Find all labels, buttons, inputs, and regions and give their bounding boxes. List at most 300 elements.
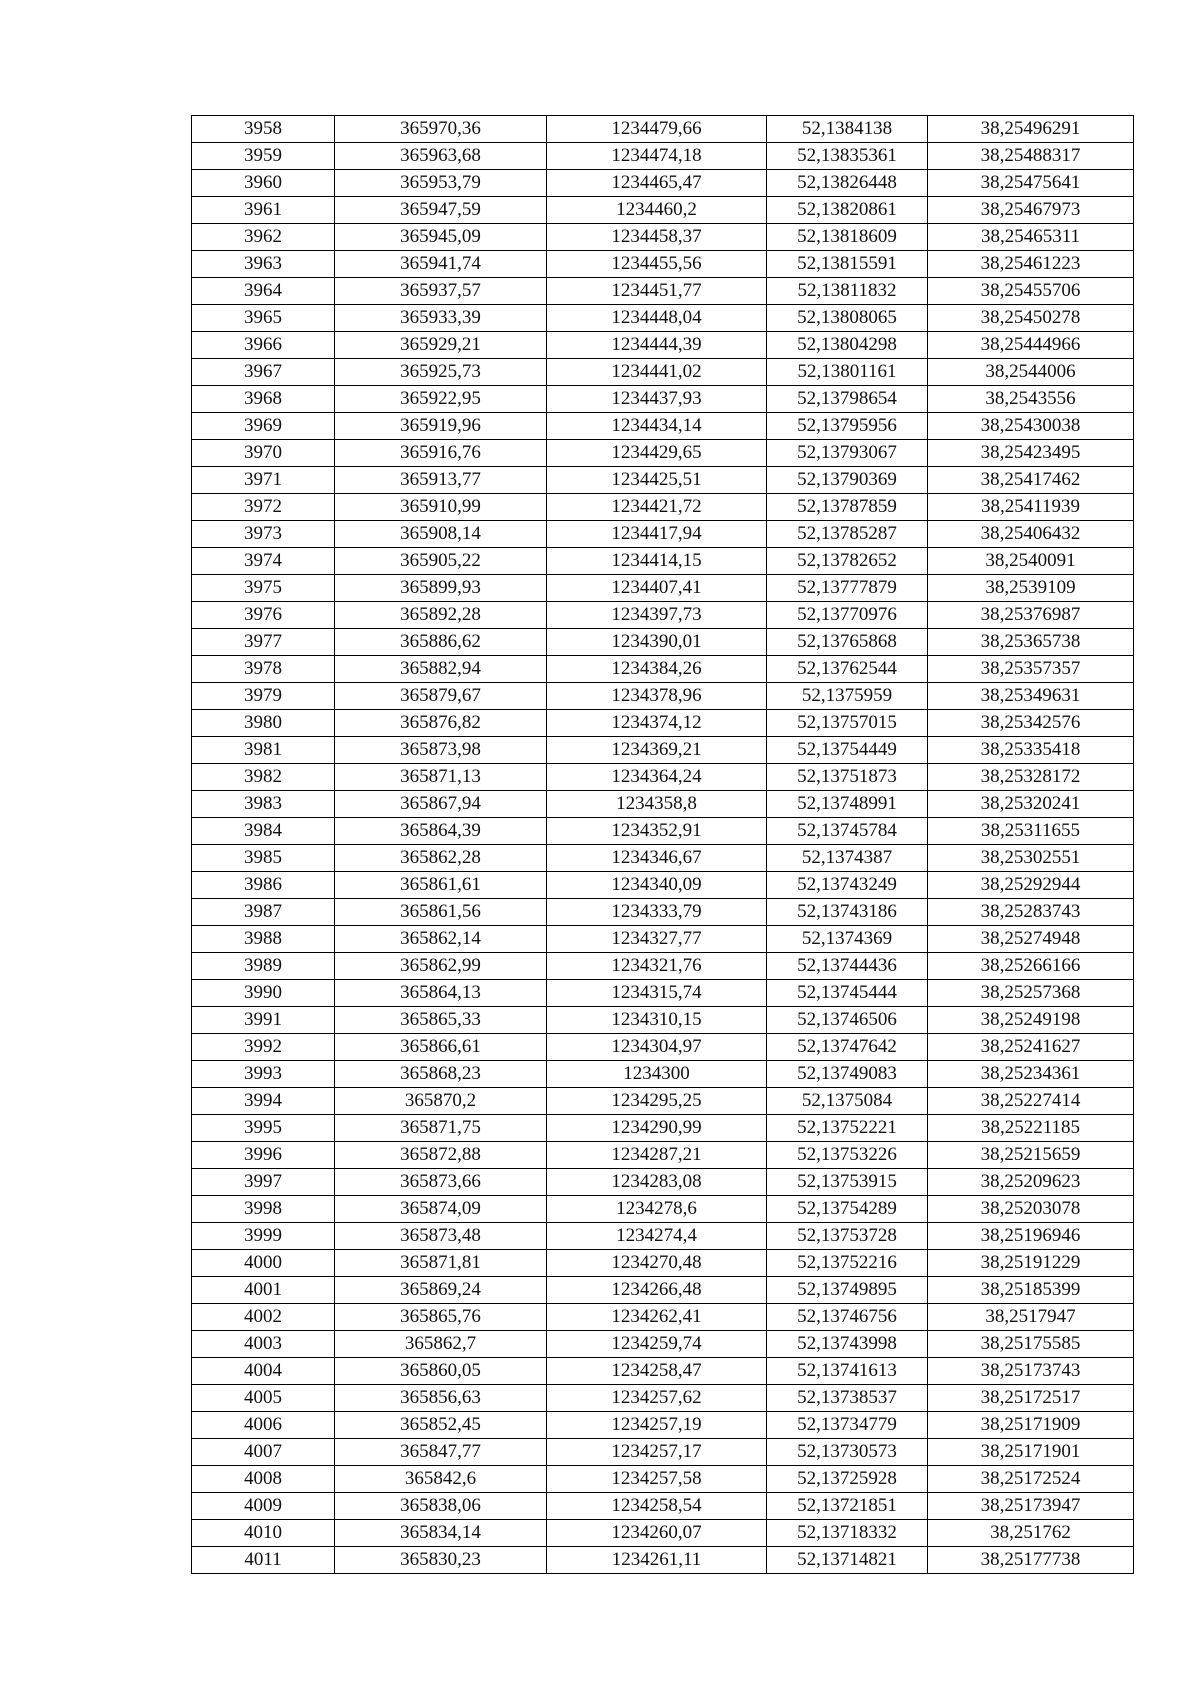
- table-row: [192, 467, 1134, 494]
- table-row: [192, 1277, 1134, 1304]
- y-coordinate-cell: 1234274,4: [547, 1223, 767, 1250]
- latitude-cell: 52,13835361: [767, 143, 928, 170]
- longitude-cell: 38,2543556: [928, 386, 1134, 413]
- latitude-cell: 52,13793067: [767, 440, 928, 467]
- point-number-cell: 4005: [192, 1385, 335, 1412]
- x-coordinate-cell: 365922,95: [335, 386, 547, 413]
- point-number-cell: 4008: [192, 1466, 335, 1493]
- latitude-cell: 52,13749083: [767, 1061, 928, 1088]
- y-coordinate-cell: 1234378,96: [547, 683, 767, 710]
- latitude-cell: 52,13815591: [767, 251, 928, 278]
- table-row: [192, 899, 1134, 926]
- longitude-cell: 38,25274948: [928, 926, 1134, 953]
- point-number-cell: 3989: [192, 953, 335, 980]
- point-number-cell: 3976: [192, 602, 335, 629]
- latitude-cell: 52,13746506: [767, 1007, 928, 1034]
- x-coordinate-cell: 365945,09: [335, 224, 547, 251]
- latitude-cell: 52,13801161: [767, 359, 928, 386]
- y-coordinate-cell: 1234369,21: [547, 737, 767, 764]
- x-coordinate-cell: 365862,99: [335, 953, 547, 980]
- y-coordinate-cell: 1234304,97: [547, 1034, 767, 1061]
- y-coordinate-cell: 1234300: [547, 1061, 767, 1088]
- y-coordinate-cell: 1234474,18: [547, 143, 767, 170]
- longitude-cell: 38,25173947: [928, 1493, 1134, 1520]
- point-number-cell: 3970: [192, 440, 335, 467]
- point-number-cell: 3969: [192, 413, 335, 440]
- longitude-cell: 38,25221185: [928, 1115, 1134, 1142]
- table-row: [192, 1088, 1134, 1115]
- longitude-cell: 38,25328172: [928, 764, 1134, 791]
- x-coordinate-cell: 365834,14: [335, 1520, 547, 1547]
- point-number-cell: 4007: [192, 1439, 335, 1466]
- x-coordinate-cell: 365830,23: [335, 1547, 547, 1574]
- latitude-cell: 52,13754289: [767, 1196, 928, 1223]
- table-row: [192, 224, 1134, 251]
- longitude-cell: 38,25209623: [928, 1169, 1134, 1196]
- latitude-cell: 52,13790369: [767, 467, 928, 494]
- longitude-cell: 38,25475641: [928, 170, 1134, 197]
- latitude-cell: 52,13752216: [767, 1250, 928, 1277]
- table-row: [192, 1520, 1134, 1547]
- latitude-cell: 52,13785287: [767, 521, 928, 548]
- latitude-cell: 52,13721851: [767, 1493, 928, 1520]
- longitude-cell: 38,25342576: [928, 710, 1134, 737]
- x-coordinate-cell: 365860,05: [335, 1358, 547, 1385]
- latitude-cell: 52,13762544: [767, 656, 928, 683]
- point-number-cell: 3998: [192, 1196, 335, 1223]
- x-coordinate-cell: 365871,81: [335, 1250, 547, 1277]
- latitude-cell: 52,13765868: [767, 629, 928, 656]
- latitude-cell: 52,1375084: [767, 1088, 928, 1115]
- latitude-cell: 52,13754449: [767, 737, 928, 764]
- point-number-cell: 3959: [192, 143, 335, 170]
- latitude-cell: 52,13751873: [767, 764, 928, 791]
- y-coordinate-cell: 1234262,41: [547, 1304, 767, 1331]
- point-number-cell: 3978: [192, 656, 335, 683]
- latitude-cell: 52,13747642: [767, 1034, 928, 1061]
- longitude-cell: 38,25450278: [928, 305, 1134, 332]
- longitude-cell: 38,25467973: [928, 197, 1134, 224]
- point-number-cell: 4009: [192, 1493, 335, 1520]
- y-coordinate-cell: 1234259,74: [547, 1331, 767, 1358]
- longitude-cell: 38,25335418: [928, 737, 1134, 764]
- longitude-cell: 38,2540091: [928, 548, 1134, 575]
- table-row: [192, 818, 1134, 845]
- longitude-cell: 38,25227414: [928, 1088, 1134, 1115]
- x-coordinate-cell: 365865,33: [335, 1007, 547, 1034]
- x-coordinate-cell: 365908,14: [335, 521, 547, 548]
- point-number-cell: 3993: [192, 1061, 335, 1088]
- y-coordinate-cell: 1234421,72: [547, 494, 767, 521]
- longitude-cell: 38,25406432: [928, 521, 1134, 548]
- point-number-cell: 3974: [192, 548, 335, 575]
- longitude-cell: 38,25461223: [928, 251, 1134, 278]
- longitude-cell: 38,25292944: [928, 872, 1134, 899]
- y-coordinate-cell: 1234460,2: [547, 197, 767, 224]
- y-coordinate-cell: 1234425,51: [547, 467, 767, 494]
- point-number-cell: 3966: [192, 332, 335, 359]
- x-coordinate-cell: 365870,2: [335, 1088, 547, 1115]
- latitude-cell: 52,13808065: [767, 305, 928, 332]
- point-number-cell: 4004: [192, 1358, 335, 1385]
- longitude-cell: 38,25302551: [928, 845, 1134, 872]
- longitude-cell: 38,25177738: [928, 1547, 1134, 1574]
- y-coordinate-cell: 1234315,74: [547, 980, 767, 1007]
- longitude-cell: 38,25191229: [928, 1250, 1134, 1277]
- point-number-cell: 3972: [192, 494, 335, 521]
- latitude-cell: 52,13818609: [767, 224, 928, 251]
- y-coordinate-cell: 1234448,04: [547, 305, 767, 332]
- table-row: [192, 413, 1134, 440]
- y-coordinate-cell: 1234270,48: [547, 1250, 767, 1277]
- table-row: [192, 1007, 1134, 1034]
- latitude-cell: 52,13795956: [767, 413, 928, 440]
- point-number-cell: 3984: [192, 818, 335, 845]
- point-number-cell: 3996: [192, 1142, 335, 1169]
- latitude-cell: 52,13743998: [767, 1331, 928, 1358]
- table-row: [192, 1169, 1134, 1196]
- latitude-cell: 52,13811832: [767, 278, 928, 305]
- latitude-cell: 52,13770976: [767, 602, 928, 629]
- x-coordinate-cell: 365847,77: [335, 1439, 547, 1466]
- point-number-cell: 3982: [192, 764, 335, 791]
- point-number-cell: 3999: [192, 1223, 335, 1250]
- x-coordinate-cell: 365919,96: [335, 413, 547, 440]
- x-coordinate-cell: 365872,88: [335, 1142, 547, 1169]
- latitude-cell: 52,13718332: [767, 1520, 928, 1547]
- x-coordinate-cell: 365882,94: [335, 656, 547, 683]
- y-coordinate-cell: 1234455,56: [547, 251, 767, 278]
- y-coordinate-cell: 1234310,15: [547, 1007, 767, 1034]
- x-coordinate-cell: 365871,75: [335, 1115, 547, 1142]
- x-coordinate-cell: 365869,24: [335, 1277, 547, 1304]
- point-number-cell: 4003: [192, 1331, 335, 1358]
- table-row: [192, 602, 1134, 629]
- y-coordinate-cell: 1234257,62: [547, 1385, 767, 1412]
- point-number-cell: 3962: [192, 224, 335, 251]
- table-row: [192, 521, 1134, 548]
- point-number-cell: 3958: [192, 116, 335, 143]
- table-row: [192, 1196, 1134, 1223]
- longitude-cell: 38,25175585: [928, 1331, 1134, 1358]
- table-row: [192, 872, 1134, 899]
- point-number-cell: 3968: [192, 386, 335, 413]
- point-number-cell: 3997: [192, 1169, 335, 1196]
- y-coordinate-cell: 1234458,37: [547, 224, 767, 251]
- table-row: [192, 953, 1134, 980]
- longitude-cell: 38,25357357: [928, 656, 1134, 683]
- point-number-cell: 3990: [192, 980, 335, 1007]
- longitude-cell: 38,25423495: [928, 440, 1134, 467]
- x-coordinate-cell: 365873,98: [335, 737, 547, 764]
- longitude-cell: 38,25349631: [928, 683, 1134, 710]
- table-row: [192, 656, 1134, 683]
- latitude-cell: 52,13714821: [767, 1547, 928, 1574]
- longitude-cell: 38,25249198: [928, 1007, 1134, 1034]
- point-number-cell: 4001: [192, 1277, 335, 1304]
- x-coordinate-cell: 365886,62: [335, 629, 547, 656]
- latitude-cell: 52,13798654: [767, 386, 928, 413]
- x-coordinate-cell: 365867,94: [335, 791, 547, 818]
- latitude-cell: 52,13826448: [767, 170, 928, 197]
- x-coordinate-cell: 365862,7: [335, 1331, 547, 1358]
- latitude-cell: 52,13743186: [767, 899, 928, 926]
- table-row: [192, 926, 1134, 953]
- y-coordinate-cell: 1234295,25: [547, 1088, 767, 1115]
- table-row: [192, 1412, 1134, 1439]
- y-coordinate-cell: 1234321,76: [547, 953, 767, 980]
- point-number-cell: 3987: [192, 899, 335, 926]
- y-coordinate-cell: 1234407,41: [547, 575, 767, 602]
- table-row: [192, 1115, 1134, 1142]
- longitude-cell: 38,2544006: [928, 359, 1134, 386]
- table-row: [192, 143, 1134, 170]
- y-coordinate-cell: 1234374,12: [547, 710, 767, 737]
- latitude-cell: 52,13787859: [767, 494, 928, 521]
- y-coordinate-cell: 1234390,01: [547, 629, 767, 656]
- latitude-cell: 52,1374387: [767, 845, 928, 872]
- point-number-cell: 3977: [192, 629, 335, 656]
- table-row: [192, 1385, 1134, 1412]
- y-coordinate-cell: 1234346,67: [547, 845, 767, 872]
- longitude-cell: 38,25496291: [928, 116, 1134, 143]
- longitude-cell: 38,25203078: [928, 1196, 1134, 1223]
- y-coordinate-cell: 1234444,39: [547, 332, 767, 359]
- y-coordinate-cell: 1234441,02: [547, 359, 767, 386]
- x-coordinate-cell: 365916,76: [335, 440, 547, 467]
- longitude-cell: 38,25173743: [928, 1358, 1134, 1385]
- latitude-cell: 52,13753915: [767, 1169, 928, 1196]
- x-coordinate-cell: 365899,93: [335, 575, 547, 602]
- y-coordinate-cell: 1234278,6: [547, 1196, 767, 1223]
- y-coordinate-cell: 1234340,09: [547, 872, 767, 899]
- x-coordinate-cell: 365929,21: [335, 332, 547, 359]
- latitude-cell: 52,13725928: [767, 1466, 928, 1493]
- table-row: [192, 116, 1134, 143]
- x-coordinate-cell: 365913,77: [335, 467, 547, 494]
- y-coordinate-cell: 1234266,48: [547, 1277, 767, 1304]
- y-coordinate-cell: 1234257,58: [547, 1466, 767, 1493]
- table-row: [192, 683, 1134, 710]
- latitude-cell: 52,13782652: [767, 548, 928, 575]
- x-coordinate-cell: 365838,06: [335, 1493, 547, 1520]
- y-coordinate-cell: 1234290,99: [547, 1115, 767, 1142]
- x-coordinate-cell: 365963,68: [335, 143, 547, 170]
- point-number-cell: 3963: [192, 251, 335, 278]
- x-coordinate-cell: 365873,48: [335, 1223, 547, 1250]
- y-coordinate-cell: 1234434,14: [547, 413, 767, 440]
- latitude-cell: 52,13745784: [767, 818, 928, 845]
- x-coordinate-cell: 365852,45: [335, 1412, 547, 1439]
- y-coordinate-cell: 1234417,94: [547, 521, 767, 548]
- longitude-cell: 38,25365738: [928, 629, 1134, 656]
- table-row: [192, 197, 1134, 224]
- table-row: [192, 548, 1134, 575]
- x-coordinate-cell: 365865,76: [335, 1304, 547, 1331]
- y-coordinate-cell: 1234352,91: [547, 818, 767, 845]
- y-coordinate-cell: 1234397,73: [547, 602, 767, 629]
- longitude-cell: 38,251762: [928, 1520, 1134, 1547]
- longitude-cell: 38,25455706: [928, 278, 1134, 305]
- y-coordinate-cell: 1234258,54: [547, 1493, 767, 1520]
- x-coordinate-cell: 365856,63: [335, 1385, 547, 1412]
- latitude-cell: 52,13749895: [767, 1277, 928, 1304]
- point-number-cell: 3965: [192, 305, 335, 332]
- longitude-cell: 38,25196946: [928, 1223, 1134, 1250]
- table-row: [192, 980, 1134, 1007]
- point-number-cell: 3973: [192, 521, 335, 548]
- x-coordinate-cell: 365933,39: [335, 305, 547, 332]
- table-row: [192, 1358, 1134, 1385]
- x-coordinate-cell: 365861,61: [335, 872, 547, 899]
- table-row: [192, 575, 1134, 602]
- table-row: [192, 332, 1134, 359]
- longitude-cell: 38,2539109: [928, 575, 1134, 602]
- table-row: [192, 440, 1134, 467]
- table-row: [192, 1142, 1134, 1169]
- latitude-cell: 52,13804298: [767, 332, 928, 359]
- point-number-cell: 3986: [192, 872, 335, 899]
- table-row: [192, 1304, 1134, 1331]
- longitude-cell: 38,25266166: [928, 953, 1134, 980]
- latitude-cell: 52,1375959: [767, 683, 928, 710]
- y-coordinate-cell: 1234258,47: [547, 1358, 767, 1385]
- x-coordinate-cell: 365871,13: [335, 764, 547, 791]
- point-number-cell: 3964: [192, 278, 335, 305]
- point-number-cell: 3985: [192, 845, 335, 872]
- longitude-cell: 38,25465311: [928, 224, 1134, 251]
- longitude-cell: 38,25172517: [928, 1385, 1134, 1412]
- coordinates-table: [191, 115, 1134, 1574]
- point-number-cell: 3983: [192, 791, 335, 818]
- x-coordinate-cell: 365925,73: [335, 359, 547, 386]
- y-coordinate-cell: 1234465,47: [547, 170, 767, 197]
- point-number-cell: 3988: [192, 926, 335, 953]
- y-coordinate-cell: 1234287,21: [547, 1142, 767, 1169]
- x-coordinate-cell: 365868,23: [335, 1061, 547, 1088]
- longitude-cell: 38,25430038: [928, 413, 1134, 440]
- table-row: [192, 1223, 1134, 1250]
- y-coordinate-cell: 1234414,15: [547, 548, 767, 575]
- coordinates-table-body: [192, 116, 1134, 1574]
- table-row: [192, 359, 1134, 386]
- point-number-cell: 3981: [192, 737, 335, 764]
- table-row: [192, 845, 1134, 872]
- x-coordinate-cell: 365910,99: [335, 494, 547, 521]
- point-number-cell: 3995: [192, 1115, 335, 1142]
- longitude-cell: 38,25171901: [928, 1439, 1134, 1466]
- longitude-cell: 38,25172524: [928, 1466, 1134, 1493]
- latitude-cell: 52,13743249: [767, 872, 928, 899]
- point-number-cell: 4010: [192, 1520, 335, 1547]
- longitude-cell: 38,25311655: [928, 818, 1134, 845]
- x-coordinate-cell: 365970,36: [335, 116, 547, 143]
- y-coordinate-cell: 1234283,08: [547, 1169, 767, 1196]
- latitude-cell: 52,13744436: [767, 953, 928, 980]
- x-coordinate-cell: 365864,13: [335, 980, 547, 1007]
- longitude-cell: 38,2517947: [928, 1304, 1134, 1331]
- latitude-cell: 52,1384138: [767, 116, 928, 143]
- y-coordinate-cell: 1234437,93: [547, 386, 767, 413]
- point-number-cell: 3991: [192, 1007, 335, 1034]
- longitude-cell: 38,25488317: [928, 143, 1134, 170]
- latitude-cell: 52,13748991: [767, 791, 928, 818]
- x-coordinate-cell: 365862,14: [335, 926, 547, 953]
- x-coordinate-cell: 365861,56: [335, 899, 547, 926]
- x-coordinate-cell: 365941,74: [335, 251, 547, 278]
- longitude-cell: 38,25234361: [928, 1061, 1134, 1088]
- point-number-cell: 3967: [192, 359, 335, 386]
- longitude-cell: 38,25241627: [928, 1034, 1134, 1061]
- x-coordinate-cell: 365937,57: [335, 278, 547, 305]
- table-row: [192, 386, 1134, 413]
- longitude-cell: 38,25411939: [928, 494, 1134, 521]
- point-number-cell: 3971: [192, 467, 335, 494]
- y-coordinate-cell: 1234327,77: [547, 926, 767, 953]
- table-row: [192, 737, 1134, 764]
- longitude-cell: 38,25215659: [928, 1142, 1134, 1169]
- table-row: [192, 251, 1134, 278]
- point-number-cell: 3979: [192, 683, 335, 710]
- latitude-cell: 52,13777879: [767, 575, 928, 602]
- longitude-cell: 38,25257368: [928, 980, 1134, 1007]
- latitude-cell: 52,13745444: [767, 980, 928, 1007]
- latitude-cell: 52,13753226: [767, 1142, 928, 1169]
- y-coordinate-cell: 1234364,24: [547, 764, 767, 791]
- x-coordinate-cell: 365876,82: [335, 710, 547, 737]
- y-coordinate-cell: 1234451,77: [547, 278, 767, 305]
- table-row: [192, 305, 1134, 332]
- point-number-cell: 3960: [192, 170, 335, 197]
- latitude-cell: 52,13730573: [767, 1439, 928, 1466]
- point-number-cell: 3992: [192, 1034, 335, 1061]
- y-coordinate-cell: 1234260,07: [547, 1520, 767, 1547]
- longitude-cell: 38,25320241: [928, 791, 1134, 818]
- point-number-cell: 4006: [192, 1412, 335, 1439]
- x-coordinate-cell: 365892,28: [335, 602, 547, 629]
- latitude-cell: 52,1374369: [767, 926, 928, 953]
- y-coordinate-cell: 1234261,11: [547, 1547, 767, 1574]
- table-row: [192, 1547, 1134, 1574]
- table-row: [192, 278, 1134, 305]
- point-number-cell: 3961: [192, 197, 335, 224]
- point-number-cell: 4011: [192, 1547, 335, 1574]
- x-coordinate-cell: 365842,6: [335, 1466, 547, 1493]
- latitude-cell: 52,13746756: [767, 1304, 928, 1331]
- table-row: [192, 764, 1134, 791]
- table-row: [192, 1439, 1134, 1466]
- y-coordinate-cell: 1234333,79: [547, 899, 767, 926]
- x-coordinate-cell: 365874,09: [335, 1196, 547, 1223]
- y-coordinate-cell: 1234479,66: [547, 116, 767, 143]
- point-number-cell: 4000: [192, 1250, 335, 1277]
- table-row: [192, 170, 1134, 197]
- latitude-cell: 52,13753728: [767, 1223, 928, 1250]
- y-coordinate-cell: 1234429,65: [547, 440, 767, 467]
- longitude-cell: 38,25444966: [928, 332, 1134, 359]
- longitude-cell: 38,25376987: [928, 602, 1134, 629]
- x-coordinate-cell: 365866,61: [335, 1034, 547, 1061]
- x-coordinate-cell: 365953,79: [335, 170, 547, 197]
- table-row: [192, 791, 1134, 818]
- point-number-cell: 3975: [192, 575, 335, 602]
- point-number-cell: 3980: [192, 710, 335, 737]
- table-row: [192, 1331, 1134, 1358]
- y-coordinate-cell: 1234257,19: [547, 1412, 767, 1439]
- point-number-cell: 3994: [192, 1088, 335, 1115]
- table-row: [192, 494, 1134, 521]
- latitude-cell: 52,13734779: [767, 1412, 928, 1439]
